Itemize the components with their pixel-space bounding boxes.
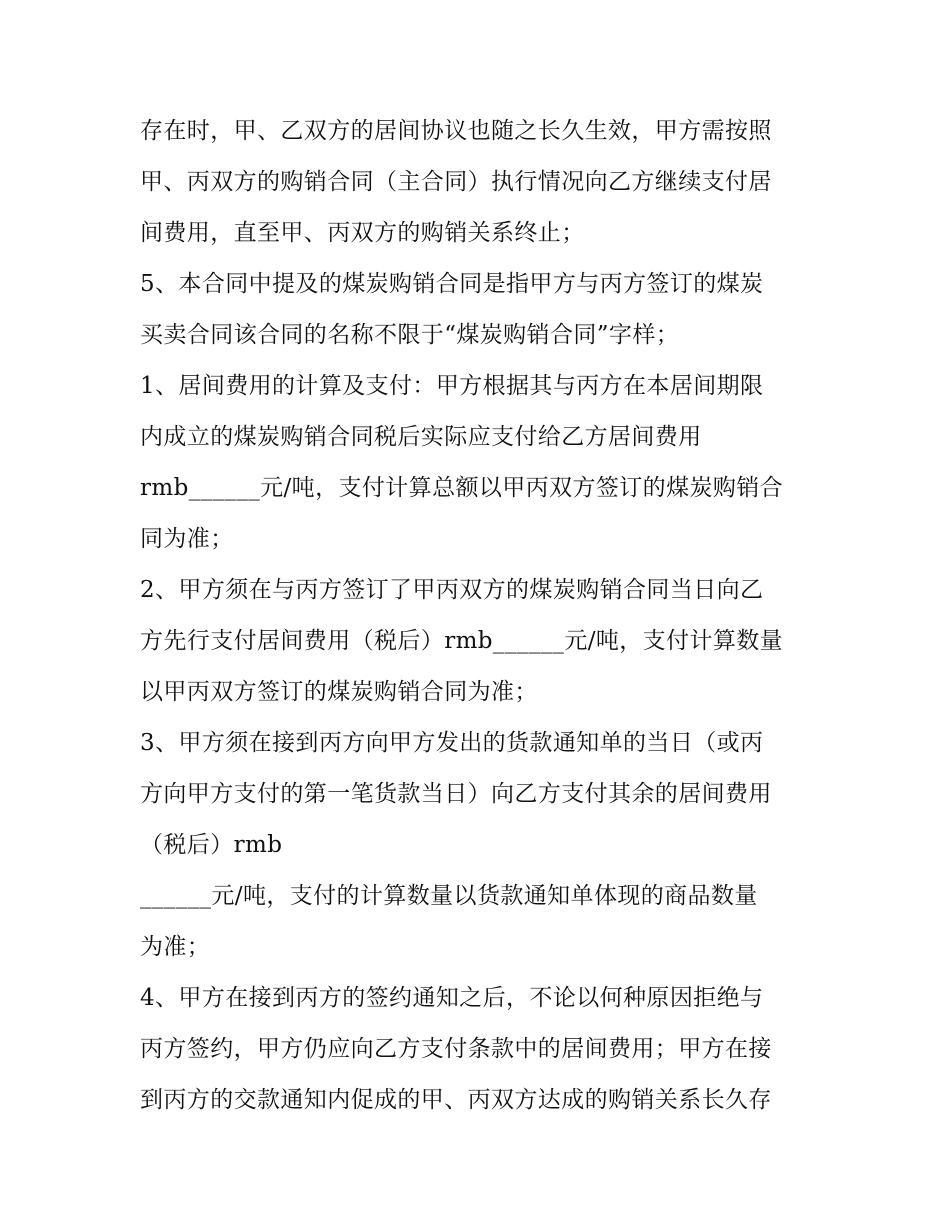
text-line: rmb______元/吨，支付计算总额以甲丙双方签订的煤炭购销合 <box>140 475 784 501</box>
text-line: 方向甲方支付的第一笔货款当日）向乙方支付其余的居间费用 <box>140 781 772 807</box>
text-line: 1、居间费用的计算及支付：甲方根据其与丙方在本居间期限 <box>140 373 764 399</box>
text-line: ______元/吨，支付的计算数量以货款通知单体现的商品数量 <box>140 883 758 909</box>
text-line: 同为准； <box>140 526 234 552</box>
text-line: 方先行支付居间费用（税后）rmb______元/吨，支付计算数量 <box>140 628 784 654</box>
text-line: 为准； <box>140 934 211 960</box>
contract-text-body <box>140 106 830 1126</box>
text-line: 买卖合同该合同的名称不限于“煤炭购销合同”字样； <box>140 322 680 348</box>
text-line: 甲、丙双方的购销合同（主合同）执行情况向乙方继续支付居 <box>140 169 772 195</box>
text-line: 存在时，甲、乙双方的居间协议也随之长久生效，甲方需按照 <box>140 118 772 144</box>
text-line: 内成立的煤炭购销合同税后实际应支付给乙方居间费用 <box>140 424 702 450</box>
text-line: 丙方签约，甲方仍应向乙方支付条款中的居间费用；甲方在接 <box>140 1036 772 1062</box>
text-line: 4、甲方在接到丙方的签约通知之后，不论以何种原因拒绝与 <box>140 985 764 1011</box>
text-line: （税后）rmb <box>140 832 283 858</box>
text-line: 到丙方的交款通知内促成的甲、丙双方达成的购销关系长久存 <box>140 1087 772 1113</box>
text-line: 3、甲方须在接到丙方向甲方发出的货款通知单的当日（或丙 <box>140 730 764 756</box>
text-line: 以甲丙双方签订的煤炭购销合同为准； <box>140 679 538 705</box>
text-line: 5、本合同中提及的煤炭购销合同是指甲方与丙方签订的煤炭 <box>140 271 764 297</box>
text-line: 间费用，直至甲、丙双方的购销关系终止； <box>140 220 585 246</box>
text-line: 2、甲方须在与丙方签订了甲丙双方的煤炭购销合同当日向乙 <box>140 577 764 603</box>
